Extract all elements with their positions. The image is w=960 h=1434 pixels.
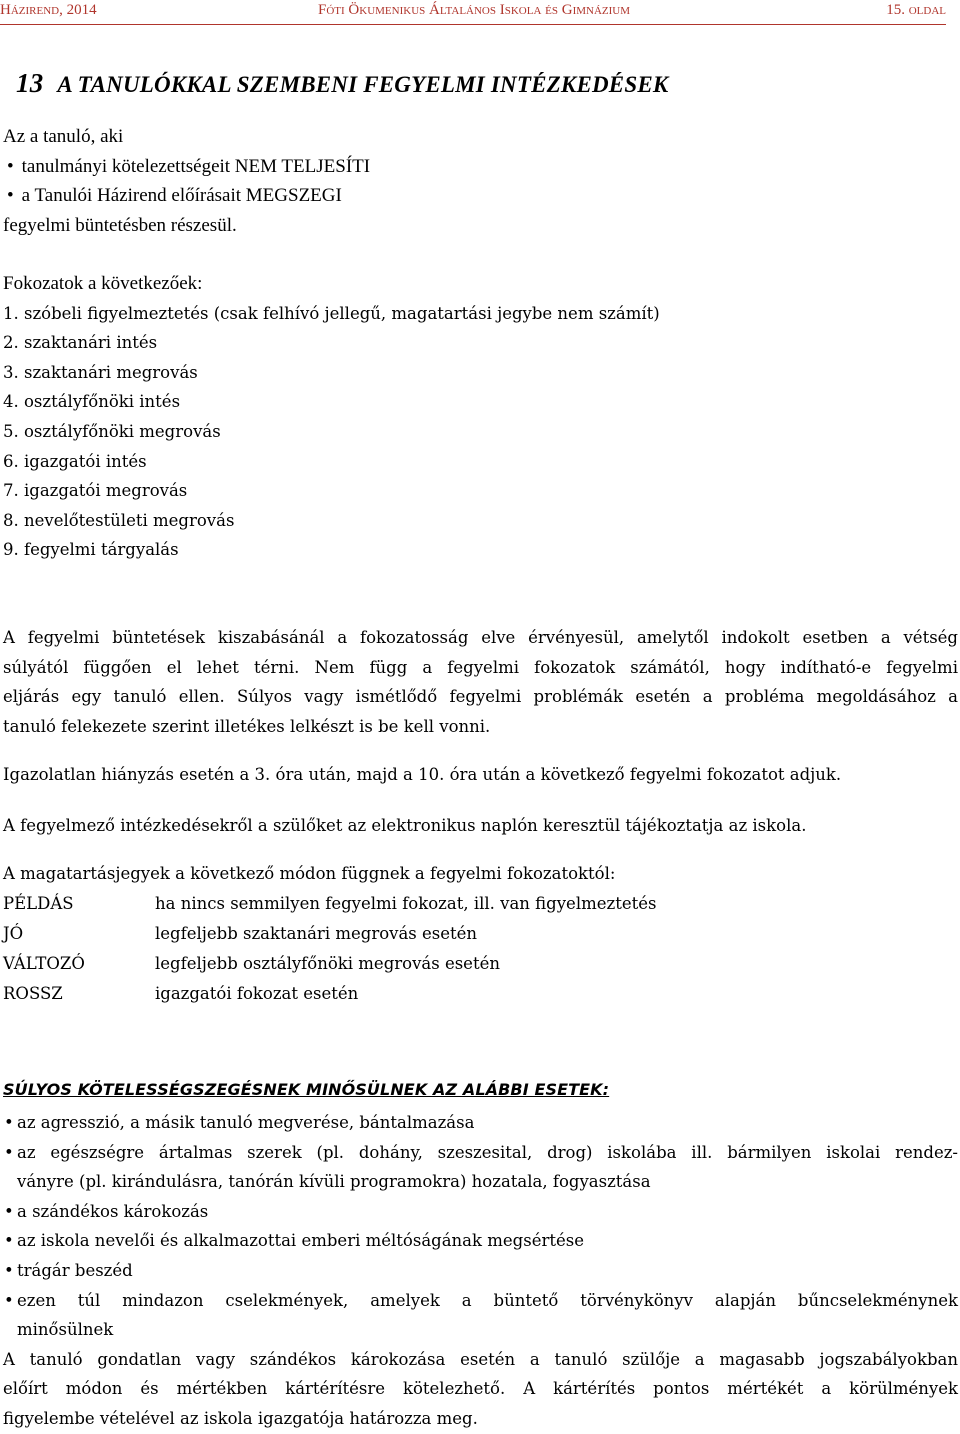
paragraph-notification [3,811,958,841]
intro-block [3,122,370,240]
level-item: 3. szaktanári megrovás [3,362,198,382]
paragraph-line: figyelembe vételével az iskola igazgatója határozza meg. [3,1408,478,1428]
paragraph-line: A fegyelmi büntetések kiszabásánál a fokozatosság elve érvényesül, amelytől indokolt esetben a vétség [3,628,958,647]
list-item-continuation: minősülnek [17,1320,114,1340]
grade-row [3,949,958,979]
intro-bullet: • a Tanulói Házirend előírásait MEGSZEGI [3,181,370,211]
level-item: 6. igazgatói intés [3,451,147,471]
grade-name: JÓ [3,923,24,943]
grade-name: PÉLDÁS [3,893,74,913]
list-item: • a szándékos károkozás [3,1197,958,1227]
level-item: 4. osztályfőnöki intés [3,392,181,412]
grade-description: legfeljebb osztályfőnöki megrovás esetén [155,953,500,973]
header-document-title: Házirend, 2014 [0,2,97,18]
paragraph-line: tanuló felekezete szerint illetékes lelkészt is be kell vonni. [3,716,491,736]
paragraph-line: eljárás egy tanuló ellen. Súlyos vagy ismétlődő fegyelmi problémák esetén a probléma megoldásához a [3,687,958,707]
levels-list [3,269,660,565]
list-item: • az iskola nevelői és alkalmazottai emberi méltóságának megsértése [3,1226,958,1256]
paragraph-line: A fegyelmező intézkedésekről a szülőket az elektronikus naplón keresztül tájékoztatja az iskola. [3,816,807,835]
header-divider [0,24,946,25]
paragraph-discipline-principle [3,623,958,741]
serious-violations-heading: SÚLYOS KÖTELESSÉGSZEGÉSNEK MINŐSÜLNEK AZ ALÁBBI ESETEK: [3,1080,610,1099]
list-item: • trágár beszéd [3,1256,958,1286]
page-header [0,0,960,26]
intro-bullet: • tanulmányi kötelezettségeit NEM TELJESÍTI [3,152,370,182]
section-title [16,68,668,99]
list-item: • ezen túl mindazon cselekmények, amelyek a büntető törvénykönyv alapján bűncselekménynek [3,1286,958,1316]
grade-row [3,889,958,919]
grade-description: igazgatói fokozat esetén [155,983,359,1003]
paragraph-line: Igazolatlan hiányzás esetén a 3. óra után, majd a 10. óra után a következő fegyelmi fokozatot adjuk. [3,765,842,784]
list-item: • az agresszió, a másik tanuló megverése, bántalmazása [3,1108,958,1138]
grade-description: legfeljebb szaktanári megrovás esetén [155,923,478,943]
level-item: 2. szaktanári intés [3,333,158,353]
header-school-name: Fóti Ökumenikus Általános Iskola és Gimnázium [318,2,631,18]
grade-name: ROSSZ [3,983,63,1003]
paragraph-line: előírt módon és mértékben kártérítésre kötelezhető. A kártérítés pontos mértékét a körülmények [3,1379,958,1399]
levels-heading: Fokozatok a következőek: [3,273,203,294]
paragraph-line: A tanuló gondatlan vagy szándékos károkozása esetén a tanuló szülője a magasabb jogszabályokban [3,1349,958,1369]
serious-violations-list [3,1108,958,1434]
list-item: • az egészségre ártalmas szerek (pl. dohány, szeszesital, drog) iskolába ill. bármilyen iskolai rendez- [3,1138,958,1168]
intro-lead: Az a tanuló, aki [3,126,124,147]
grades-intro: A magatartásjegyek a következő módon függnek a fegyelmi fokozatoktól: [3,864,616,883]
grade-name: VÁLTOZÓ [3,953,85,973]
grades-section [3,859,958,1009]
section-title-text: A TANULÓKKAL SZEMBENI FEGYELMI INTÉZKEDÉSEK [57,72,669,97]
level-item: 7. igazgatói megrovás [3,481,188,501]
level-item: 8. nevelőtestületi megrovás [3,510,235,530]
intro-result: fegyelmi büntetésben részesül. [3,214,237,236]
grade-row [3,979,958,1009]
level-item: 5. osztályfőnöki megrovás [3,421,221,441]
level-item: 1. szóbeli figyelmeztetés (csak felhívó jellegű, magatartási jegybe nem számít) [3,303,660,323]
grade-row [3,919,958,949]
list-item-continuation: ványre (pl. kirándulásra, tanórán kívüli programokra) hozatala, fogyasztása [17,1172,651,1192]
header-page-number: 15. oldal [886,2,946,18]
paragraph-absence [3,760,958,790]
grade-description: ha nincs semmilyen fegyelmi fokozat, ill. van figyelmeztetés [155,893,657,913]
paragraph-line: súlyától függően el lehet térni. Nem függ a fegyelmi fokozatok számától, hogy indítható-e fegyelmi [3,657,958,677]
section-number: 13 [16,68,44,98]
level-item: 9. fegyelmi tárgyalás [3,540,179,560]
